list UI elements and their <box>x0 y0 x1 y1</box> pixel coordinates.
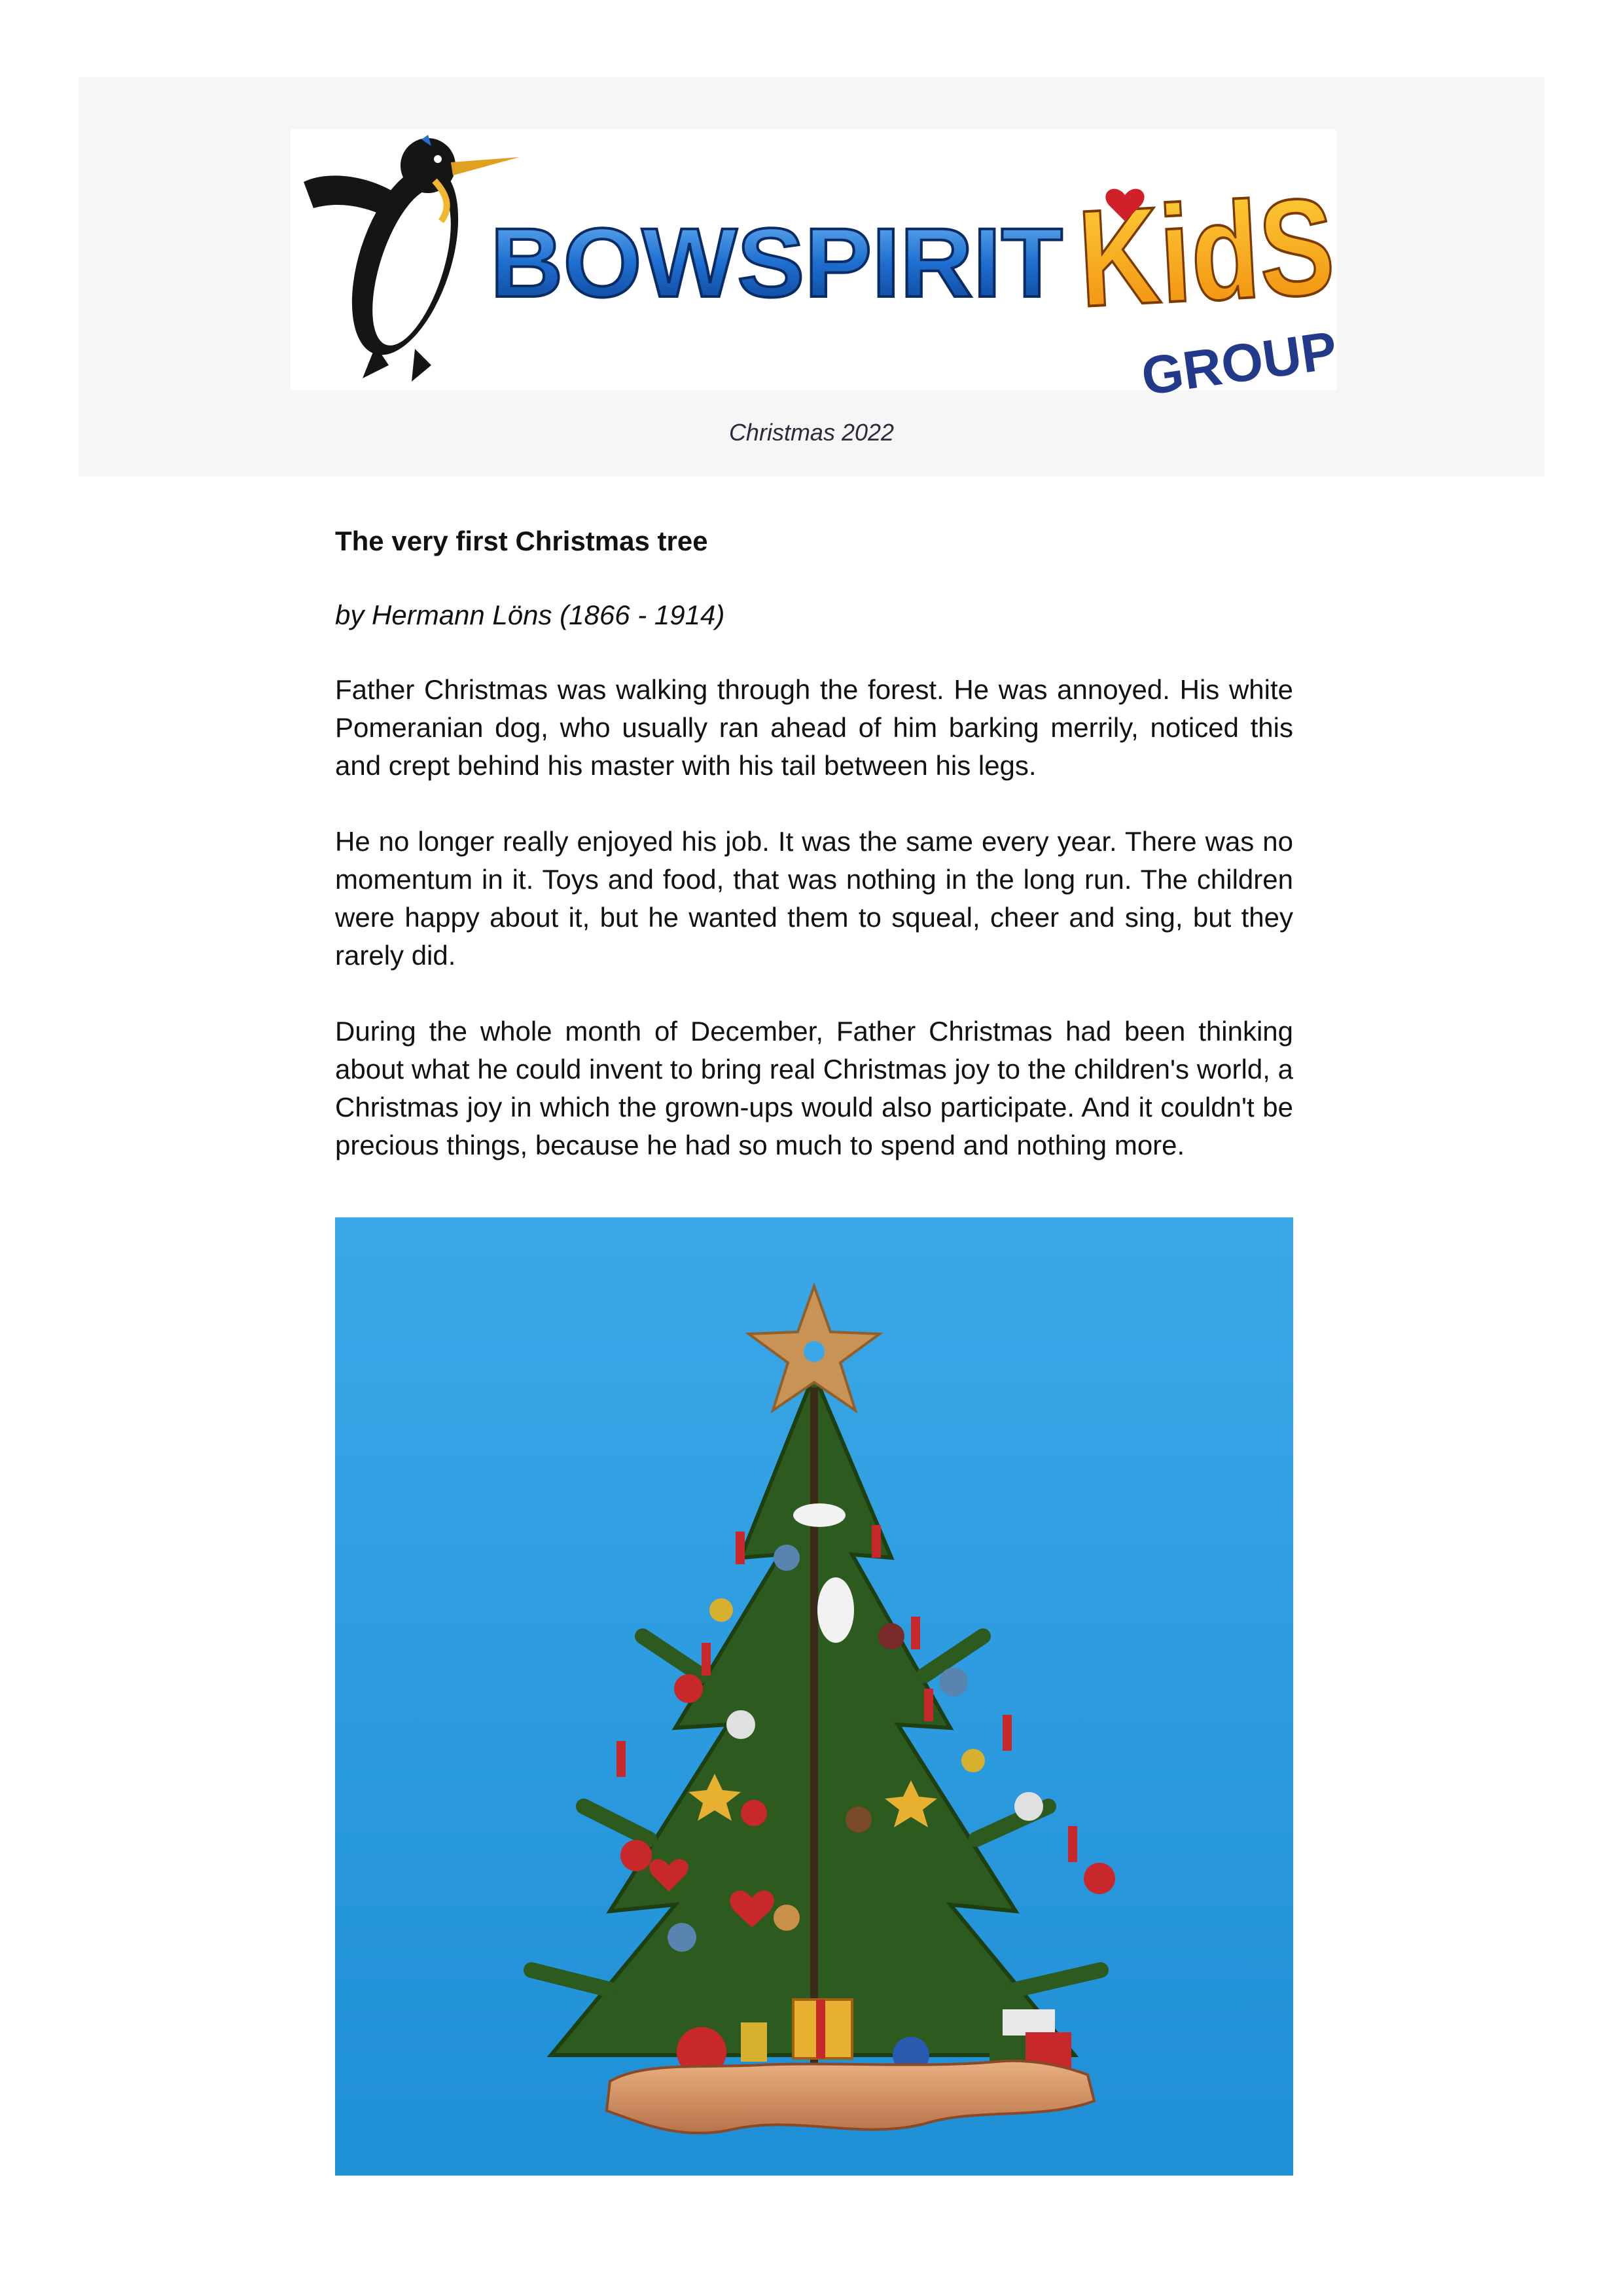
bowspirit-kids-logo-banner <box>291 130 1396 407</box>
brand-group-text: GROUP <box>1137 320 1342 407</box>
newsletter-header <box>79 77 1544 476</box>
issue-subtitle: Christmas 2022 <box>728 419 895 446</box>
story-paragraph: Father Christmas was walking through the forest. He was annoyed. His white Pomeranian dog, who usually ran ahead of him barking merrily, noticed this and crept behind his master with his tail between his legs. <box>335 674 1293 781</box>
brand-kids-text: KidS <box>1075 166 1396 336</box>
story-byline: by Hermann Löns (1866 - 1914) <box>335 599 725 630</box>
story-paragraph: During the whole month of December, Father Christmas had been thinking about what he could invent to bring real Christmas joy to the children's world, a Christmas joy in which the grown-ups would also participate. And it couldn't be precious things, because he had so much to spend and nothing more. <box>335 1016 1293 1161</box>
christmas-tree-photo <box>335 1217 1293 2176</box>
story-title: The very first Christmas tree <box>335 526 708 556</box>
penguin-icon <box>304 135 520 382</box>
story-paragraph: He no longer really enjoyed his job. It was the same every year. There was no momentum in it. Toys and food, that was nothing in the long run. The children were happy about it, but he wanted them to squeal, cheer and sing, but they rarely did. <box>335 826 1293 971</box>
story-article <box>335 511 1293 1164</box>
brand-name-text: BOWSPIRIT <box>490 207 1063 317</box>
